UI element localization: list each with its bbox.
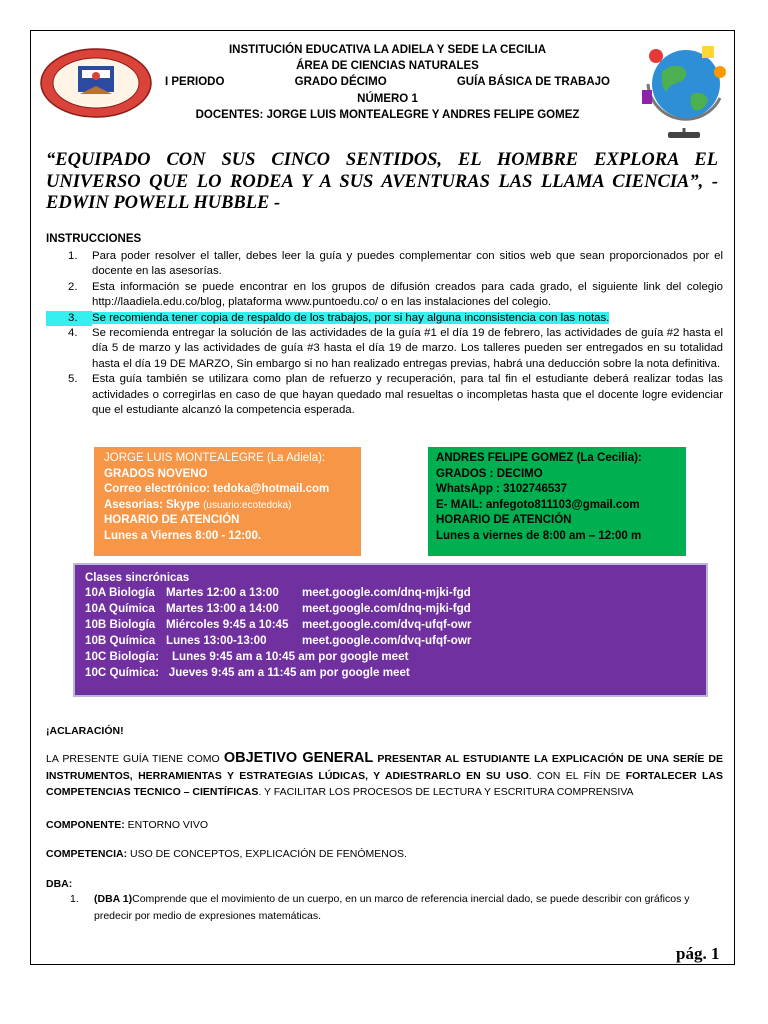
institution-name: INSTITUCIÓN EDUCATIVA LA ADIELA Y SEDE LA CECILIA — [228, 44, 547, 56]
hubble-quote: “EQUIPADO CON SUS CINCO SENTIDOS, EL HOMBRE EXPLORA EL UNIVERSO QUE LO RODEA Y A SUS AVENTURAS LAS LLAMA CIENCIA”, -EDWIN POWELL HUBBLE - — [46, 150, 718, 213]
clarification-paragraph — [46, 750, 723, 801]
instruction-item — [46, 372, 723, 418]
dba-number: 1. — [70, 893, 79, 905]
instruction-item — [46, 280, 723, 311]
sync-class-row — [85, 633, 696, 649]
competence-value: USO DE CONCEPTOS, EXPLICACIÓN DE FENÓMENOS. — [130, 848, 407, 860]
clarification-title: ¡ACLARACIÓN! — [46, 725, 124, 737]
teacher-left-hours: Lunes a Viernes 8:00 - 12:00. — [104, 529, 262, 542]
sync-class-row: 10C Química: Jueves 9:45 am a 11:45 am por google meet — [85, 666, 410, 679]
component-label: COMPONENTE: — [46, 819, 125, 831]
sync-time: Martes 13:00 a 14:00 — [166, 602, 279, 615]
component-value: ENTORNO VIVO — [127, 819, 208, 831]
dba-list — [46, 891, 723, 924]
instructions-title: INSTRUCCIONES — [46, 233, 142, 245]
document-header — [165, 42, 610, 123]
instruction-number: 1. — [68, 250, 78, 262]
page-number: pág. 1 — [676, 944, 720, 963]
dba-text — [94, 891, 723, 924]
teacher-left-box — [94, 447, 361, 556]
period-label: I PERIODO — [165, 76, 225, 89]
component-line — [46, 818, 723, 834]
sync-time: Miércoles 9:45 a 10:45 — [166, 618, 289, 631]
sync-meet-link[interactable]: meet.google.com/dvq-ufqf-owr — [302, 634, 472, 647]
instruction-item — [46, 249, 723, 280]
instruction-item — [46, 311, 723, 326]
teacher-right-grades: GRADOS : DECIMO — [436, 467, 543, 480]
teacher-left-hours-title: HORARIO DE ATENCIÓN — [104, 514, 240, 527]
sync-course: 10B Química — [85, 634, 156, 647]
instruction-number: 5. — [68, 373, 78, 386]
competence-line — [46, 847, 723, 863]
teacher-right-box — [428, 447, 686, 556]
school-crest-icon — [40, 48, 152, 118]
instructions-list — [46, 249, 723, 418]
teacher-right-name: ANDRES FELIPE GOMEZ (La Cecilia): — [436, 452, 642, 464]
instruction-text: Se recomienda entregar la solución de las actividades de la guía #1 el día 19 de febrero, las actividades de guía #2 hasta el día 5 de marzo y las actividades de guía #3 hasta el día 19 de marzo. Los talleres pueden ser entregados en su totalidad hasta el día 19 DE MARZO, Sin embargo si no han realizado entregas previas, habrá una deducción sobre la nota definitiva. — [92, 327, 723, 370]
instruction-number: 2. — [68, 280, 78, 293]
clarification-part: . Y FACILITAR LOS PROCESOS DE LECTURA Y ESCRITURA COMPRENSIVA — [258, 786, 634, 798]
instruction-text: Para poder resolver el taller, debes leer la guía y puedes complementar con sitios web que sean proporcionados por el docente en las asesorías. — [92, 250, 723, 278]
sync-meet-link[interactable]: meet.google.com/dvq-ufqf-owr — [302, 618, 472, 631]
sync-class-row — [85, 617, 696, 633]
sync-meet-link[interactable]: meet.google.com/dnq-mjki-fgd — [302, 586, 471, 599]
sync-course: 10A Biología — [85, 586, 155, 599]
sync-time: Martes 12:00 a 13:00 — [166, 586, 279, 599]
sync-class-row — [85, 601, 696, 617]
dba-label: DBA: — [46, 878, 73, 890]
sync-class-row — [85, 585, 696, 601]
teacher-left-skype-user: (usuario:ecotedoka) — [203, 499, 292, 511]
dba-code: (DBA 1) — [94, 893, 133, 905]
sync-meet-link[interactable]: meet.google.com/dnq-mjki-fgd — [302, 602, 471, 615]
globe-science-icon — [636, 38, 732, 140]
dba-item — [46, 891, 723, 924]
dba-description: Comprende que el movimiento de un cuerpo, en un marco de referencia inercial dado, se puede describir con gráficos y predecir por medio de expresiones matemáticas. — [94, 893, 690, 922]
sync-classes-title: Clases sincrónicas — [85, 572, 190, 584]
sync-class-row: 10C Biología: Lunes 9:45 am a 10:45 am por google meet — [85, 650, 409, 663]
guide-number: NÚMERO 1 — [357, 92, 418, 105]
sync-time: Lunes 13:00-13:00 — [166, 634, 267, 647]
instruction-number: 4. — [68, 327, 78, 340]
sync-course: 10A Química — [85, 602, 155, 615]
teacher-right-hours-title: HORARIO DE ATENCIÓN — [436, 514, 572, 527]
clarification-part: LA PRESENTE GUÍA TIENE COMO — [46, 753, 220, 765]
highlighted-instruction: Se recomienda tener copia de respaldo de los trabajos, por si hay alguna inconsistencia con las notas. — [92, 311, 610, 324]
area-name: ÁREA DE CIENCIAS NATURALES — [296, 60, 479, 73]
header-row — [165, 74, 610, 90]
instruction-text: Esta guía también se utilizara como plan de refuerzo y recuperación, para tal fin el estudiante deberá realizar todas las actividades o corregirlas en caso de que hayan quedado mal resueltas o incompletas hasta que el docente logre evidenciar que el estudiante alcanzó la competencia esperada. — [92, 373, 723, 417]
general-objective-label: OBJETIVO GENERAL — [223, 750, 374, 766]
instruction-text — [92, 311, 723, 326]
guide-type-label: GUÍA BÁSICA DE TRABAJO — [456, 76, 610, 89]
teacher-right-hours: Lunes a viernes de 8:00 am – 12:00 m — [436, 529, 642, 542]
teacher-right-whatsapp: WhatsApp : 3102746537 — [436, 483, 568, 496]
instruction-text: Esta información se puede encontrar en los grupos de difusión creados para cada grado, el siguiente link del colegio http://laadiela.edu.co/blog, plataforma www.puntoedu.co/ o en las instalaciones del colegio. — [92, 280, 723, 309]
teacher-left-name: JORGE LUIS MONTEALEGRE (La Adiela): — [104, 452, 326, 464]
teacher-left-advice-label: Asesorias: Skype — [104, 498, 200, 511]
clarification-part: . CON EL FÍN DE — [528, 769, 621, 782]
teacher-left-grades: GRADOS NOVENO — [104, 467, 208, 480]
competence-label: COMPETENCIA: — [46, 848, 128, 860]
teacher-right-email: E- MAIL: anfegoto811103@gmail.com — [436, 498, 640, 511]
clarification-part: PRESENTAR AL ESTUDIANTE LA EXPLICACIÓN DE UNA SERÍE DE INSTRUMENTOS, HERRAMIENTAS Y ESTRATEGIAS LÚDICAS, Y ADIESTRARLO EN SU USO — [46, 753, 724, 782]
clarification-part: FORTALECER LAS COMPETENCIAS TECNICO – CIENTÍFICAS — [46, 769, 724, 798]
instruction-number: 3. — [46, 311, 92, 326]
instruction-item — [46, 326, 723, 372]
teacher-left-email: Correo electrónico: tedoka@hotmail.com — [104, 483, 330, 496]
sync-classes-box — [73, 563, 708, 697]
teachers-line: DOCENTES: JORGE LUIS MONTEALEGRE Y ANDRES FELIPE GOMEZ — [195, 108, 580, 121]
sync-course: 10B Biología — [85, 618, 156, 631]
teacher-left-advice — [104, 498, 351, 514]
grade-label: GRADO DÉCIMO — [294, 76, 387, 89]
